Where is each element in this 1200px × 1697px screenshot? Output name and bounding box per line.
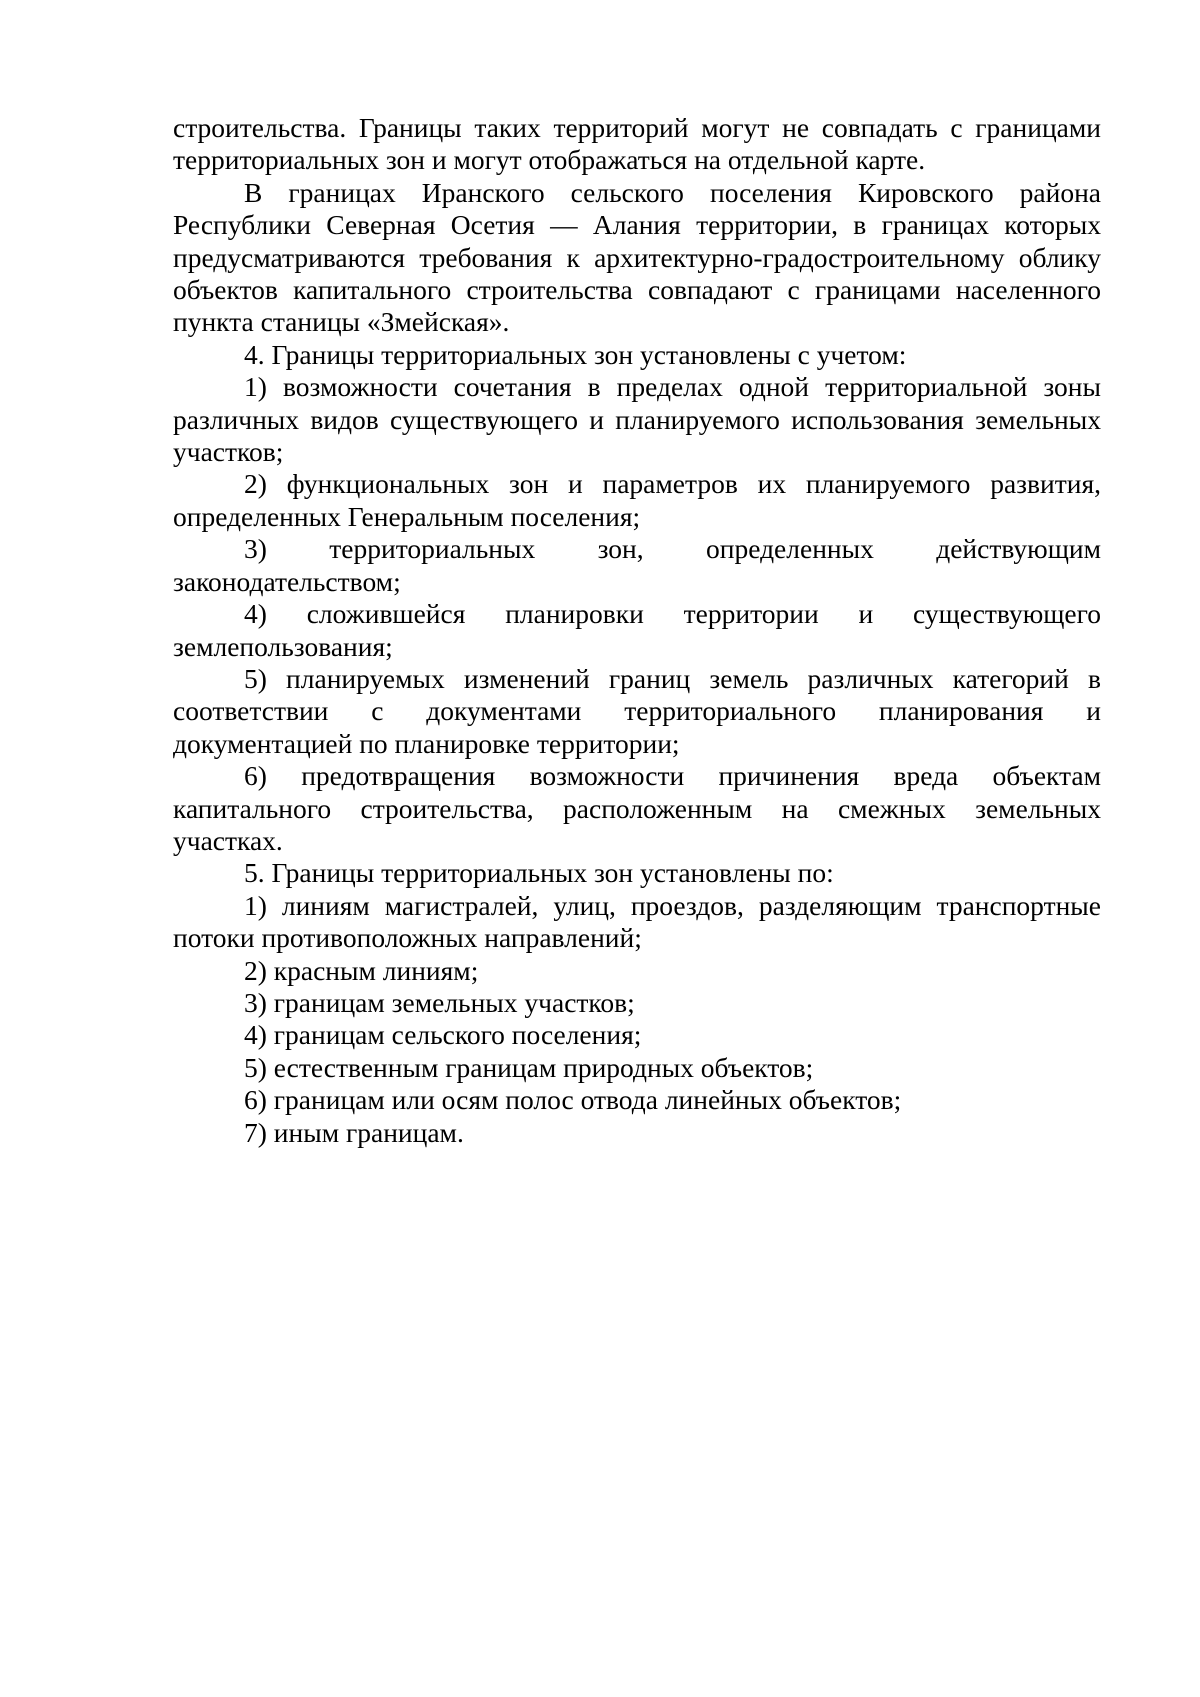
section-5-heading: 5. Границы территориальных зон установлены по:: [244, 857, 834, 889]
section-4-item-5: 5) планируемых изменений границ земель различных категорий в соответствии с документами территориального планирования и документацией по планировке территории;: [173, 662, 1101, 759]
document-page: [173, 112, 1101, 1149]
paragraph-boundaries-settlement: В границах Иранского сельского поселения Кировского района Республики Северная Осетия — Алания территории, в границах которых предусматриваются требования к архитектурно-градостроительному облику объектов капитального строительства совпадают с границами населенного пункта станицы «Змейская».: [173, 176, 1101, 338]
section-5-item-5: 5) естественным границам природных объектов;: [244, 1051, 814, 1083]
section-4-item-2: 2) функциональных зон и параметров их планируемого развития, определенных Генеральным поселения;: [173, 468, 1101, 532]
section-5-item-6: 6) границам или осям полос отвода линейных объектов;: [244, 1084, 902, 1116]
section-4-heading: 4. Границы территориальных зон установлены с учетом:: [244, 338, 907, 370]
section-5-item-2: 2) красным линиям;: [244, 954, 479, 986]
section-4-item-4: 4) сложившейся планировки территории и существующего землепользования;: [173, 598, 1101, 662]
section-4-item-1: 1) возможности сочетания в пределах одной территориальной зоны различных видов существующего и планируемого использования земельных участков;: [173, 371, 1101, 468]
section-5-item-4: 4) границам сельского поселения;: [244, 1019, 642, 1051]
section-5-item-1: 1) линиям магистралей, улиц, проездов, разделяющим транспортные потоки противоположных направлений;: [173, 889, 1101, 954]
section-4-item-6: 6) предотвращения возможности причинения вреда объектам капитального строительства, расположенным на смежных земельных участках.: [173, 760, 1101, 856]
section-4-item-3: 3) территориальных зон, определенных действующим законодательством;: [173, 533, 1101, 597]
section-5-item-3: 3) границам земельных участков;: [244, 986, 635, 1018]
section-5-item-7: 7) иным границам.: [244, 1116, 464, 1148]
paragraph-continuation: строительства. Границы таких территорий могут не совпадать с границами территориальных зон и могут отображаться на отдельной карте.: [173, 112, 1101, 176]
